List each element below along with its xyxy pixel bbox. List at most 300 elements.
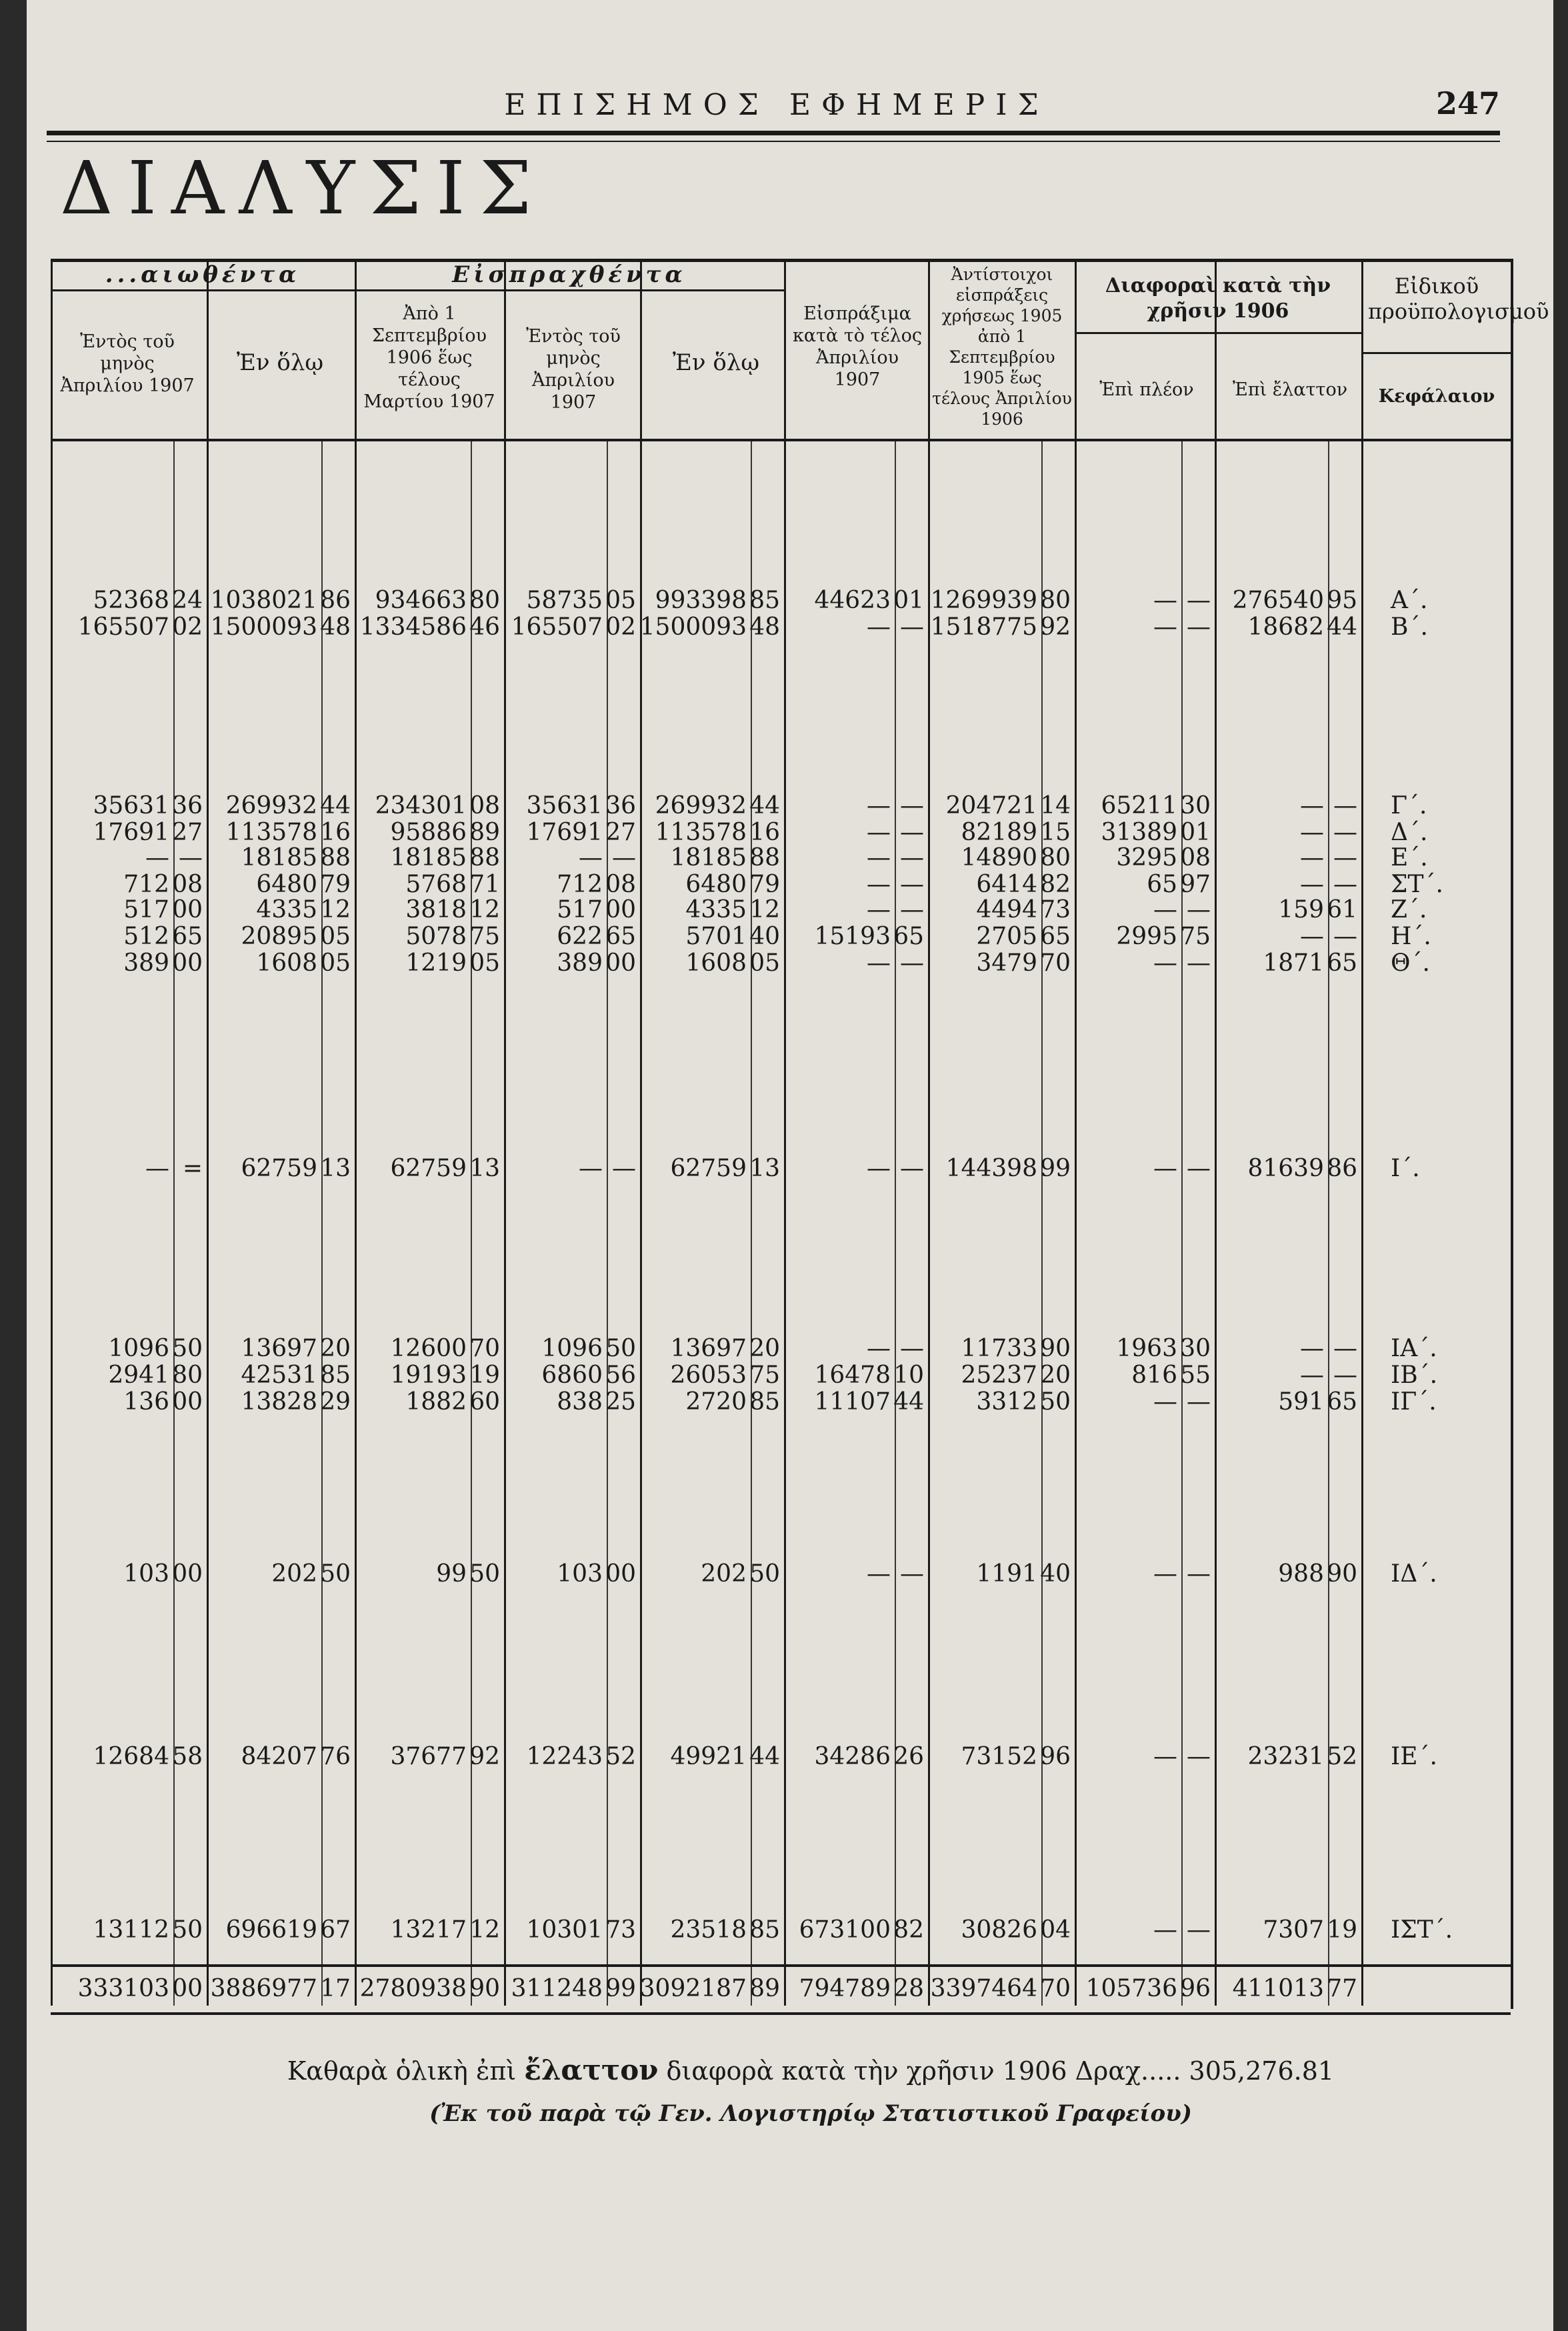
cell-c8-decimal: 75: [1180, 923, 1211, 950]
header-bottom-rule: [51, 439, 1511, 441]
cell-c6: —: [867, 1155, 891, 1182]
cell-c4-decimal: 50: [605, 1335, 636, 1362]
cell-c1-decimal: 02: [172, 613, 203, 641]
cell-c1-decimal: =: [182, 1155, 203, 1182]
cell-c9: —: [1300, 792, 1324, 819]
cell-c3: 5768: [405, 871, 467, 898]
cell-c8-decimal: 08: [1180, 844, 1211, 871]
cell-c7-decimal: 92: [1040, 613, 1071, 641]
group-rule: [1361, 352, 1511, 354]
cell-c4: 622: [557, 923, 603, 950]
total-c7-decimal: 70: [1040, 1975, 1071, 2002]
page-number: 247: [1435, 85, 1500, 121]
cell-c7-decimal: 99: [1040, 1155, 1071, 1182]
cell-c5: 1608: [685, 949, 747, 977]
cell-c2: 20895: [241, 923, 317, 950]
cell-c4: 10301: [526, 1916, 603, 1944]
cell-c2-decimal: 13: [320, 1155, 351, 1182]
cell-c9-decimal: 86: [1327, 1155, 1357, 1182]
cell-c5-decimal: 12: [749, 896, 780, 923]
cell-c5-decimal: 48: [749, 613, 780, 641]
cell-c3: 12600: [390, 1335, 467, 1362]
cell-c4: 6860: [541, 1362, 603, 1389]
cell-c8-decimal: —: [1187, 1388, 1211, 1416]
cell-c7-decimal: 04: [1040, 1916, 1071, 1944]
cell-c6-decimal: —: [900, 819, 924, 846]
cell-c9: —: [1300, 1362, 1324, 1389]
cell-c1-decimal: 27: [172, 819, 203, 846]
total-c2: 3886977: [210, 1975, 317, 2002]
cell-c6-decimal: —: [900, 792, 924, 819]
cell-c8: —: [1153, 896, 1177, 923]
cell-c9-decimal: —: [1333, 844, 1357, 871]
cell-c3-decimal: 80: [469, 587, 500, 614]
cell-c4: —: [579, 1155, 603, 1182]
cell-c5-decimal: 85: [749, 1916, 780, 1944]
cell-c1: 13112: [93, 1916, 169, 1944]
newspaper-page: [27, 0, 1553, 2331]
cell-c6-decimal: —: [900, 949, 924, 977]
cell-c2-decimal: 50: [320, 1560, 351, 1588]
cell-c6-decimal: 44: [893, 1388, 924, 1416]
cell-c6: 44623: [814, 587, 891, 614]
col-line: [51, 259, 53, 2006]
cell-c2-decimal: 05: [320, 923, 351, 950]
cell-c3: 1882: [405, 1388, 467, 1416]
col-line: [355, 259, 357, 2006]
col-line: [784, 259, 786, 2006]
cell-c2: 13697: [241, 1335, 317, 1362]
cell-c9-decimal: —: [1333, 792, 1357, 819]
cell-c4-decimal: 00: [605, 1560, 636, 1588]
cell-c6-decimal: 26: [893, 1743, 924, 1770]
cell-c3: 1219: [405, 949, 467, 977]
cell-c4-decimal: —: [612, 1155, 636, 1182]
revenue-table: [51, 259, 1549, 2059]
cell-c7-decimal: 90: [1040, 1335, 1071, 1362]
col-line: [207, 259, 209, 2006]
cell-c9: —: [1300, 819, 1324, 846]
cell-c5: 4335: [685, 896, 747, 923]
col-line: [640, 259, 642, 2006]
cell-c2: 1038021: [210, 587, 317, 614]
cell-c8-decimal: —: [1187, 896, 1211, 923]
cell-c7: 204721: [945, 792, 1037, 819]
cell-c4: 12243: [526, 1743, 603, 1770]
cell-c5-decimal: 85: [749, 1388, 780, 1416]
cell-c5: 202: [701, 1560, 747, 1588]
cell-c6-decimal: 65: [893, 923, 924, 950]
cell-c6: 11107: [814, 1388, 891, 1416]
col-header-c10: Κεφάλαιον: [1378, 386, 1495, 407]
cell-c8: 65: [1147, 871, 1177, 898]
cell-c1: 712: [123, 871, 169, 898]
cell-c4: 517: [557, 896, 603, 923]
cell-c8: 31389: [1101, 819, 1177, 846]
cell-c6-decimal: 10: [893, 1362, 924, 1389]
cell-c2-decimal: 86: [320, 587, 351, 614]
cell-c4-decimal: 56: [605, 1362, 636, 1389]
cell-c6: —: [867, 819, 891, 846]
cell-c8: —: [1153, 1743, 1177, 1770]
cell-chapter: ΙΣΤ΄.: [1391, 1916, 1453, 1944]
cell-c8-decimal: —: [1187, 587, 1211, 614]
cell-c6: 673100: [799, 1916, 891, 1944]
group-differences: Διαφοραὶ κατὰ τὴν χρῆσιν 1906: [1105, 274, 1331, 323]
col-header-c1: Ἐντὸς τοῦ μηνὸς Ἀπριλίου 1907: [60, 331, 195, 396]
cell-c4-decimal: 05: [605, 587, 636, 614]
net-emphasis: ἔλαττον: [524, 2054, 659, 2086]
cell-c2-decimal: 76: [320, 1743, 351, 1770]
cell-c2: 4335: [256, 896, 317, 923]
cell-c4: 35631: [526, 792, 603, 819]
total-c7: 3397464: [930, 1975, 1037, 2002]
cell-c2: 202: [271, 1560, 317, 1588]
cell-c9-decimal: —: [1333, 871, 1357, 898]
cell-c1: 136: [123, 1388, 169, 1416]
cell-c3-decimal: 13: [469, 1155, 500, 1182]
cell-chapter: Ε΄.: [1391, 844, 1428, 871]
cell-c1-decimal: 00: [172, 1560, 203, 1588]
cell-c7: 144398: [945, 1155, 1037, 1182]
cell-c8: —: [1153, 1916, 1177, 1944]
cell-c4: 58735: [526, 587, 603, 614]
cell-c9: —: [1300, 844, 1324, 871]
cell-c5: 49921: [670, 1743, 747, 1770]
cell-c8-decimal: —: [1187, 949, 1211, 977]
decimal-line: [1328, 441, 1329, 2006]
cell-c8: —: [1153, 1155, 1177, 1182]
cell-c3-decimal: 70: [469, 1335, 500, 1362]
cell-c6: 34286: [814, 1743, 891, 1770]
col-header-c9: Ἐπὶ ἔλαττον: [1232, 379, 1348, 400]
cell-c3: 37677: [390, 1743, 467, 1770]
journal-title: ΕΠΙΣΗΜΟΣ ΕΦΗΜΕΡΙΣ: [504, 88, 1049, 122]
cell-c4-decimal: 25: [605, 1388, 636, 1416]
total-c8-decimal: 96: [1180, 1975, 1211, 2002]
cell-c3: 5078: [405, 923, 467, 950]
cell-c3: 62759: [390, 1155, 467, 1182]
cell-c1-decimal: 00: [172, 896, 203, 923]
cell-c1-decimal: 00: [172, 949, 203, 977]
cell-c6-decimal: —: [900, 1335, 924, 1362]
cell-c6-decimal: —: [900, 871, 924, 898]
cell-c1: 52368: [93, 587, 169, 614]
cell-chapter: ΙΑ΄.: [1391, 1335, 1437, 1362]
cell-c8-decimal: —: [1187, 613, 1211, 641]
cell-c6-decimal: 82: [893, 1916, 924, 1944]
cell-c5-decimal: 20: [749, 1335, 780, 1362]
cell-c4-decimal: 52: [605, 1743, 636, 1770]
col-header-c3: Ἀπὸ 1 Σεπτεμβρίου 1906 ἕως τέλους Μαρτίου 1907: [363, 303, 495, 412]
cell-c3-decimal: 50: [469, 1560, 500, 1588]
page-title: ΔΙΑΛΥΣΙΣ: [60, 145, 547, 231]
cell-c6: —: [867, 1335, 891, 1362]
cell-c7: 73152: [961, 1743, 1037, 1770]
group-collected-left: ...αιωθέντα: [105, 261, 301, 288]
cell-c5: 23518: [670, 1916, 747, 1944]
cell-c6: —: [867, 871, 891, 898]
cell-c7: 11733: [961, 1335, 1037, 1362]
cell-c7: 2705: [976, 923, 1037, 950]
cell-chapter: ΣΤ΄.: [1391, 871, 1443, 898]
decimal-line: [607, 441, 608, 2006]
cell-c2-decimal: 48: [320, 613, 351, 641]
cell-c3-decimal: 60: [469, 1388, 500, 1416]
net-difference-line: [27, 2054, 1568, 2086]
cell-c3: 99: [436, 1560, 467, 1588]
cell-c8-decimal: 97: [1180, 871, 1211, 898]
cell-c3-decimal: 88: [469, 844, 500, 871]
total-c1-decimal: 00: [172, 1975, 203, 2002]
cell-c5-decimal: 16: [749, 819, 780, 846]
cell-c9: —: [1300, 923, 1324, 950]
cell-c3-decimal: 12: [469, 896, 500, 923]
cell-c6-decimal: —: [900, 896, 924, 923]
group-rule: [355, 289, 784, 291]
cell-c5-decimal: 44: [749, 1743, 780, 1770]
cell-chapter: Ι΄.: [1391, 1155, 1420, 1182]
cell-c3: 19193: [390, 1362, 467, 1389]
cell-c8-decimal: —: [1187, 1916, 1211, 1944]
decimal-line: [321, 441, 323, 2006]
cell-c4-decimal: 65: [605, 923, 636, 950]
cell-c1-decimal: 65: [172, 923, 203, 950]
cell-c5: 26053: [670, 1362, 747, 1389]
cell-c5: 5701: [685, 923, 747, 950]
cell-chapter: ΙΔ΄.: [1391, 1560, 1437, 1588]
cell-c5-decimal: 13: [749, 1155, 780, 1182]
cell-c4-decimal: 00: [605, 949, 636, 977]
cell-c3: 3818: [405, 896, 467, 923]
cell-c2-decimal: 20: [320, 1335, 351, 1362]
cell-c2: 1608: [256, 949, 317, 977]
cell-c4-decimal: 73: [605, 1916, 636, 1944]
cell-c5: 6480: [685, 871, 747, 898]
cell-c8: 1963: [1116, 1335, 1177, 1362]
cell-c6: —: [867, 844, 891, 871]
cell-chapter: Θ΄.: [1391, 949, 1430, 977]
cell-c2: 84207: [241, 1743, 317, 1770]
col-header-c4: Ἐντὸς τοῦ μηνὸς Ἀπριλίου 1907: [526, 326, 621, 413]
cell-c4: 165507: [511, 613, 603, 641]
cell-c3-decimal: 71: [469, 871, 500, 898]
cell-c8: 2995: [1116, 923, 1177, 950]
group-collected: Εἰσπραχθέντα: [452, 261, 687, 288]
total-c6-decimal: 28: [893, 1975, 924, 2002]
cell-c8-decimal: —: [1187, 1743, 1211, 1770]
cell-c7-decimal: 80: [1040, 844, 1071, 871]
cell-chapter: Η΄.: [1391, 923, 1431, 950]
cell-c2: 13828: [241, 1388, 317, 1416]
cell-c6: 15193: [814, 923, 891, 950]
total-c4-decimal: 99: [605, 1975, 636, 2002]
cell-c9: 23231: [1247, 1743, 1324, 1770]
cell-c3-decimal: 08: [469, 792, 500, 819]
cell-c8: —: [1153, 613, 1177, 641]
total-c6: 794789: [799, 1975, 891, 2002]
cell-c4-decimal: 27: [605, 819, 636, 846]
cell-c3-decimal: 89: [469, 819, 500, 846]
cell-c5-decimal: 85: [749, 587, 780, 614]
cell-c1-decimal: 00: [172, 1388, 203, 1416]
cell-c3: 95886: [390, 819, 467, 846]
cell-c1-decimal: 24: [172, 587, 203, 614]
cell-c8-decimal: 30: [1180, 792, 1211, 819]
col-line: [1215, 259, 1217, 2006]
cell-c1-decimal: —: [179, 844, 203, 871]
cell-c1: 35631: [93, 792, 169, 819]
cell-c6: —: [867, 949, 891, 977]
cell-c8-decimal: —: [1187, 1155, 1211, 1182]
cell-c4: 17691: [526, 819, 603, 846]
cell-c1-decimal: 50: [172, 1335, 203, 1362]
cell-c2: 113578: [225, 819, 317, 846]
cell-c2: 18185: [241, 844, 317, 871]
cell-c8: 3295: [1116, 844, 1177, 871]
cell-c8: —: [1153, 1388, 1177, 1416]
cell-c7-decimal: 70: [1040, 949, 1071, 977]
col-line: [504, 259, 506, 2006]
cell-c9-decimal: 65: [1327, 949, 1357, 977]
cell-c7-decimal: 15: [1040, 819, 1071, 846]
cell-c9-decimal: —: [1333, 1335, 1357, 1362]
cell-c2-decimal: 29: [320, 1388, 351, 1416]
cell-c1: 17691: [93, 819, 169, 846]
total-c5-decimal: 89: [749, 1975, 780, 2002]
total-c8: 105736: [1085, 1975, 1177, 2002]
cell-c1: —: [145, 844, 169, 871]
cell-c2: 269932: [225, 792, 317, 819]
cell-c9: 18682: [1247, 613, 1324, 641]
cell-c1: 2941: [108, 1362, 169, 1389]
cell-c7: 1191: [976, 1560, 1037, 1588]
cell-c8-decimal: 01: [1180, 819, 1211, 846]
cell-c1-decimal: 36: [172, 792, 203, 819]
cell-c3-decimal: 46: [469, 613, 500, 641]
cell-c9-decimal: 19: [1327, 1916, 1357, 1944]
col-line: [1075, 259, 1077, 2006]
cell-c5-decimal: 79: [749, 871, 780, 898]
cell-c2: 62759: [241, 1155, 317, 1182]
cell-c4-decimal: 36: [605, 792, 636, 819]
cell-c4: 838: [557, 1388, 603, 1416]
cell-c3: 1334586: [359, 613, 467, 641]
cell-c4: —: [579, 844, 603, 871]
cell-c5: 1500093: [639, 613, 747, 641]
decimal-line: [1041, 441, 1043, 2006]
cell-c2-decimal: 79: [320, 871, 351, 898]
total-c3-decimal: 90: [469, 1975, 500, 2002]
decimal-line: [751, 441, 752, 2006]
cell-c9-decimal: —: [1333, 1362, 1357, 1389]
cell-c9-decimal: 44: [1327, 613, 1357, 641]
cell-c9: 988: [1278, 1560, 1324, 1588]
col-header-c2: Ἐν ὅλῳ: [236, 349, 324, 376]
cell-c1: —: [145, 1155, 169, 1182]
cell-c1: 103: [123, 1560, 169, 1588]
cell-c8-decimal: 30: [1180, 1335, 1211, 1362]
cell-chapter: Β΄.: [1391, 613, 1428, 641]
cell-c7: 25237: [961, 1362, 1037, 1389]
cell-c5-decimal: 75: [749, 1362, 780, 1389]
cell-c5: 113578: [655, 819, 747, 846]
cell-c7: 1269939: [930, 587, 1037, 614]
cell-c8-decimal: 55: [1180, 1362, 1211, 1389]
cell-c9-decimal: —: [1333, 923, 1357, 950]
cell-c9: 591: [1278, 1388, 1324, 1416]
totals-rule-bottom: [51, 2012, 1511, 2015]
cell-c1: 517: [123, 896, 169, 923]
cell-c9-decimal: 61: [1327, 896, 1357, 923]
cell-c2-decimal: 88: [320, 844, 351, 871]
cell-c3: 234301: [375, 792, 467, 819]
cell-c3: 934663: [375, 587, 467, 614]
header-rule: [47, 131, 1500, 135]
col-line: [928, 259, 930, 2006]
group-rule: [51, 289, 355, 291]
cell-c7: 14890: [961, 844, 1037, 871]
total-c9-decimal: 77: [1327, 1975, 1357, 2002]
cell-c6: —: [867, 613, 891, 641]
cell-c4: 103: [557, 1560, 603, 1588]
source-note: (Ἐκ τοῦ παρὰ τῷ Γεν. Λογιστηρίῳ Στατιστικοῦ Γραφείου): [429, 2100, 1192, 2127]
cell-c1: 12684: [93, 1743, 169, 1770]
cell-c8: —: [1153, 1560, 1177, 1588]
decimal-line: [471, 441, 472, 2006]
cell-c7-decimal: 80: [1040, 587, 1071, 614]
decimal-line: [1181, 441, 1183, 2006]
cell-c2-decimal: 67: [320, 1916, 351, 1944]
cell-c9-decimal: —: [1333, 819, 1357, 846]
cell-c5-decimal: 88: [749, 844, 780, 871]
cell-chapter: Δ΄.: [1391, 819, 1428, 846]
cell-c4: 712: [557, 871, 603, 898]
cell-c8: —: [1153, 587, 1177, 614]
group-rule: [1075, 332, 1361, 334]
cell-c5-decimal: 40: [749, 923, 780, 950]
cell-c8: —: [1153, 949, 1177, 977]
total-c4: 311248: [511, 1975, 603, 2002]
cell-c2: 696619: [225, 1916, 317, 1944]
group-budget: Εἰδικοῦ προϋπολογισμοῦ: [1368, 273, 1549, 324]
cell-chapter: Α΄.: [1391, 587, 1428, 614]
cell-c7-decimal: 40: [1040, 1560, 1071, 1588]
cell-c4: 1096: [541, 1335, 603, 1362]
cell-c5-decimal: 44: [749, 792, 780, 819]
cell-c9-decimal: 65: [1327, 1388, 1357, 1416]
cell-c2-decimal: 12: [320, 896, 351, 923]
cell-c6-decimal: —: [900, 1560, 924, 1588]
cell-c5-decimal: 50: [749, 1560, 780, 1588]
cell-c7-decimal: 65: [1040, 923, 1071, 950]
cell-c6: —: [867, 1560, 891, 1588]
cell-c3-decimal: 05: [469, 949, 500, 977]
cell-c1: 512: [123, 923, 169, 950]
cell-c7: 82189: [961, 819, 1037, 846]
cell-c9: —: [1300, 1335, 1324, 1362]
cell-c7-decimal: 73: [1040, 896, 1071, 923]
cell-c7-decimal: 96: [1040, 1743, 1071, 1770]
cell-c6: —: [867, 792, 891, 819]
cell-c7-decimal: 20: [1040, 1362, 1071, 1389]
cell-c1-decimal: 50: [172, 1916, 203, 1944]
cell-c1-decimal: 80: [172, 1362, 203, 1389]
cell-c6-decimal: —: [900, 844, 924, 871]
cell-c3-decimal: 75: [469, 923, 500, 950]
cell-c2-decimal: 05: [320, 949, 351, 977]
cell-c2-decimal: 85: [320, 1362, 351, 1389]
